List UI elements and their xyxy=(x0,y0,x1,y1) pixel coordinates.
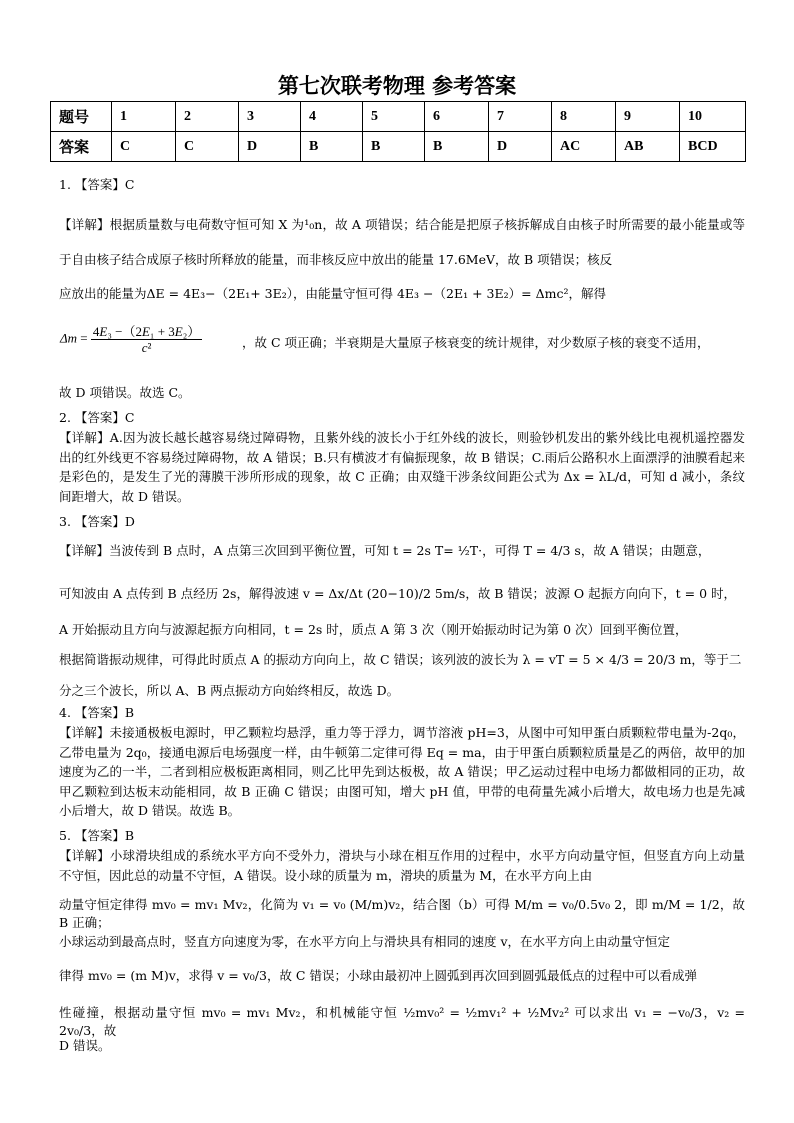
table-cell: 2 xyxy=(176,102,239,132)
q3-paragraph-2: 可知波由 A 点传到 B 点经历 2s，解得波速 v = Δx/Δt (20−10)/2 5m/s，故 B 错误；波源 O 起振方向向下，t = 0 时， xyxy=(59,586,737,601)
q5-paragraph-2: 动量守恒定律得 mv₀ = mv₁ Mv₂，化简为 v₁ = v₀ (M/m)v₂，结合图（b）可得 M/m = v₀/0.5v₀ 2，即 m/M = 1/2，故 B 正确； xyxy=(59,897,745,930)
q5-answer-heading: 5. 【答案】B xyxy=(59,828,135,843)
q5-paragraph-1: 【详解】小球滑块组成的系统水平方向不受外力，滑块与小球在相互作用的过程中，水平方向动量守恒，但竖直方向上动量不守恒，因此总的动量不守恒，A 错误。设小球的质量为 m，滑块的质量为 M，在水平方向上由 xyxy=(59,848,745,883)
table-cell: 3 xyxy=(239,102,301,132)
table-cell: 4 xyxy=(301,102,363,132)
q2-paragraph-1: 【详解】A.因为波长越长越容易绕过障碍物，且紫外线的波长小于红外线的波长，则验钞机发出的紫外线比电视机遥控器发出的红外线更不容易绕过障碍物，故 A 错误；B.只有横波才有偏振现象，故 B 错误；C.雨后公路积水上面漂浮的油膜看起来是彩色的，是发生了光的薄膜干涉所形成的现象，故 C 正确；由双缝干涉条纹间距公式为 Δx = λL/d，可知 d 减小，条纹间距增大，故 D 错误。 xyxy=(59,430,745,504)
table-cell: C xyxy=(112,132,176,162)
q1-paragraph-4: 故 D 项错误。故选 C。 xyxy=(59,385,191,400)
q1-paragraph-1: 【详解】根据质量数与电荷数守恒可知 X 为¹₀n，故 A 项错误；结合能是把原子核拆解成自由核子时所需要的最小能量或等于自由核子结合成原子核时所释放的能量，而非核反应中放出的能量 17.6MeV，故 B 项错误；核反 xyxy=(59,217,745,267)
q3-paragraph-4: 根据简谐振动规律，可得此时质点 A 的振动方向向上，故 C 错误；该列波的波长为 λ = vT = 5 × 4/3 = 20/3 m，等于二 xyxy=(59,652,742,667)
q5-paragraph-5: 性碰撞，根据动量守恒 mv₀ = mv₁ Mv₂，和机械能守恒 ½mv₀² = ½mv₁² + ½Mv₂² 可以求出 v₁ = −v₀/3，v₂ = 2v₀/3，故 xyxy=(59,1005,745,1038)
q1-paragraph-3: ，故 C 项正确；半衰期是大量原子核衰变的统计规律，对少数原子核的衰变不适用， xyxy=(242,335,710,350)
q3-paragraph-5: 分之三个波长，所以 A、B 两点振动方向始终相反，故选 D。 xyxy=(59,683,400,698)
table-row-numbers xyxy=(51,102,746,132)
table-cell: AB xyxy=(616,132,680,162)
q1-paragraph-2: 应放出的能量为ΔE = 4E₃−（2E₁+ 3E₂），由能量守恒可得 4E₃ −（2E₁ + 3E₂）= Δmc²，解得 xyxy=(59,286,606,301)
table-cell: 1 xyxy=(112,102,176,132)
table-cell: 9 xyxy=(616,102,680,132)
q3-paragraph-3: A 开始振动且方向与波源起振方向相同，t = 2s 时，质点 A 第 3 次（刚开始振动时记为第 0 次）回到平衡位置， xyxy=(59,622,688,637)
page-title: 第七次联考物理 参考答案 xyxy=(277,74,517,98)
table-cell: BCD xyxy=(680,132,746,162)
table-cell: D xyxy=(239,132,301,162)
table-header-answer: 答案 xyxy=(51,132,112,162)
table-cell: 5 xyxy=(363,102,425,132)
table-cell: B xyxy=(425,132,489,162)
q4-paragraph-1: 【详解】未接通极板电源时，甲乙颗粒均悬浮，重力等于浮力，调节溶液 pH=3，从图中可知甲蛋白质颗粒带电量为-2q₀，乙带电量为 2q₀，接通电源后电场强度一样，由牛顿第二定律可得 Eq = ma，由于甲蛋白质颗粒质量是乙的两倍，故甲的加速度为乙的一半，二者到相应极板距离相同，则乙比甲先到达板极，故 A 错误；甲乙运动过程中电场力都做相同的正功，故甲乙颗粒到达板末动能相同，故 B 正确 C 错误；由图可知，增大 pH 值，甲带的电荷量先减小后增大，故电场力也是先减小后增大，故 D 错误。故选 B。 xyxy=(59,725,745,818)
q3-paragraph-1: 【详解】当波传到 B 点时，A 点第三次回到平衡位置，可知 t = 2s T= ½T·，可得 T = 4/3 s，故 A 错误；由题意， xyxy=(59,543,711,558)
table-row-answers xyxy=(51,132,746,162)
table-header-number: 题号 xyxy=(51,102,112,132)
q1-answer-heading: 1. 【答案】C xyxy=(59,177,135,192)
table-cell: B xyxy=(363,132,425,162)
answer-table xyxy=(50,101,746,162)
table-cell: AC xyxy=(552,132,616,162)
table-cell: 10 xyxy=(680,102,746,132)
q1-delta-m-formula: Δm = $\frac{\text{4E₃ −（2E₁ + 3E₂）}}{\text{c²}}$ xyxy=(60,324,201,355)
q2-answer-heading: 2. 【答案】C xyxy=(59,410,135,425)
q3-answer-heading: 3. 【答案】D xyxy=(59,514,135,529)
table-cell: 8 xyxy=(552,102,616,132)
q4-answer-heading: 4. 【答案】B xyxy=(59,705,135,720)
table-cell: B xyxy=(301,132,363,162)
table-cell: 6 xyxy=(425,102,489,132)
table-cell: D xyxy=(489,132,552,162)
q5-paragraph-3: 小球运动到最高点时，竖直方向速度为零，在水平方向上与滑块具有相同的速度 v，在水平方向上由动量守恒定 xyxy=(59,934,671,949)
q5-paragraph-4: 律得 mv₀ = (m M)v，求得 v = v₀/3，故 C 错误；小球由最初冲上圆弧到再次回到圆弧最低点的过程中可以看成弹 xyxy=(59,968,697,983)
q5-paragraph-6: D 错误。 xyxy=(59,1038,111,1053)
table-cell: 7 xyxy=(489,102,552,132)
table-cell: C xyxy=(176,132,239,162)
